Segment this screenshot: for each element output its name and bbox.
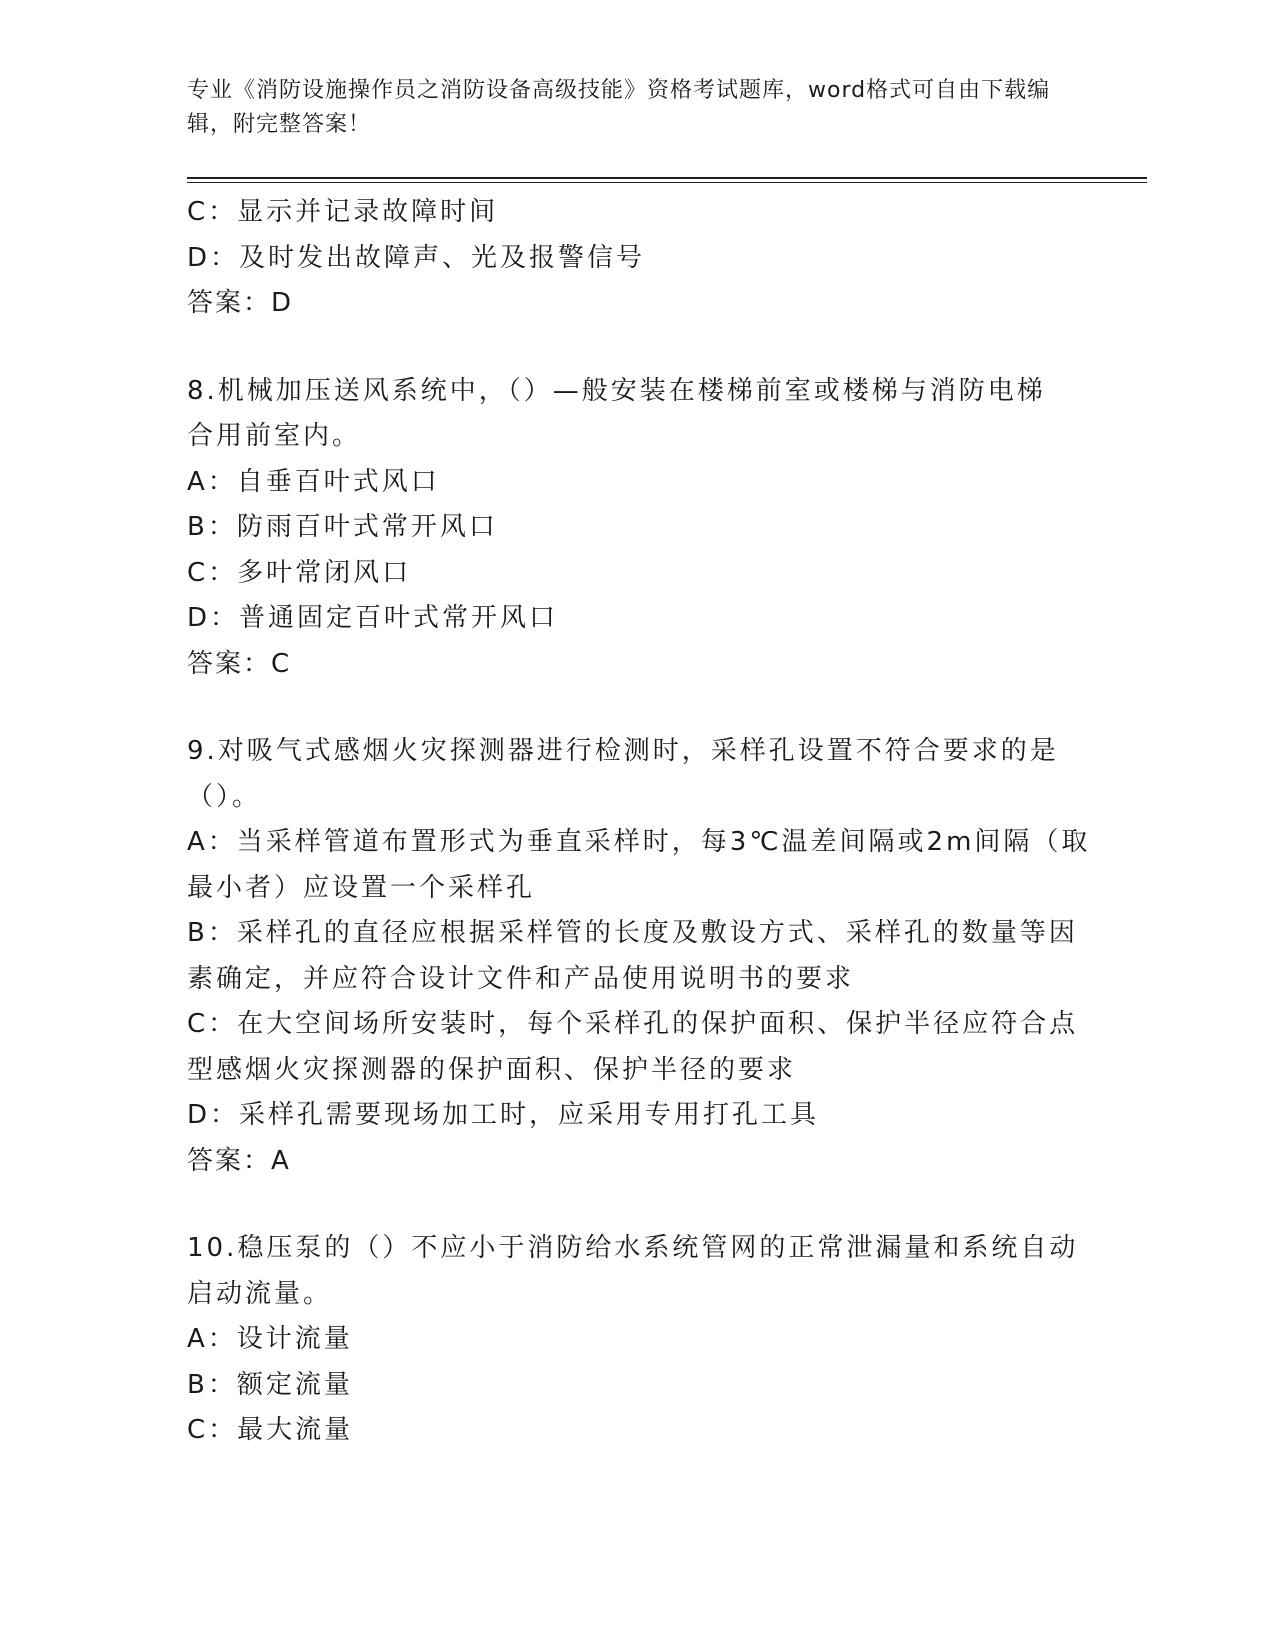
option-b: B：采样孔的直径应根据采样管的长度及敷设方式、采样孔的数量等因 (187, 918, 1078, 948)
option-a-cont: 最小者）应设置一个采样孔 (187, 872, 536, 903)
page-header (187, 74, 1067, 142)
document-page (187, 0, 1147, 1650)
answer: 答案：A (187, 1145, 291, 1176)
question-list (187, 190, 1091, 1454)
option-a: A：自垂百叶式风口 (187, 466, 440, 497)
question-10 (187, 1226, 1087, 1454)
question-stem: （）。 (187, 781, 262, 812)
question-8 (187, 369, 1087, 688)
question-7-tail (187, 190, 1087, 327)
option-d: D：普通固定百叶式常开风口 (187, 603, 559, 633)
option-b: B：防雨百叶式常开风口 (187, 512, 498, 542)
option-a: A：设计流量 (187, 1324, 353, 1354)
option-c: C：在大空间场所安装时，每个采样孔的保护面积、保护半径应符合点 (187, 1009, 1079, 1039)
option-a: A：当采样管道布置形式为垂直采样时，每3℃温差间隔或2m间隔（取 (187, 827, 1091, 857)
option-c: C：最大流量 (187, 1415, 354, 1445)
question-stem: 9.对吸气式感烟火灾探测器进行检测时，采样孔设置不符合要求的是 (187, 736, 1059, 766)
option-c: C：显示并记录故障时间 (187, 197, 499, 227)
answer: 答案：C (187, 648, 292, 679)
question-stem: 合用前室内。 (187, 421, 362, 451)
answer: 答案：D (187, 288, 294, 318)
option-b-cont: 素确定，并应符合设计文件和产品使用说明书的要求 (187, 963, 855, 994)
question-stem: 启动流量。 (187, 1278, 333, 1309)
header-text: 专业《消防设施操作员之消防设备高级技能》资格考试题库，word格式可自由下载编辑，附完整答案！ (187, 78, 1051, 137)
header-rule-thin (187, 182, 1147, 183)
option-c: C：多叶常闭风口 (187, 557, 412, 588)
question-stem: 10.稳压泵的（）不应小于消防给水系统管网的正常泄漏量和系统自动 (187, 1233, 1079, 1263)
option-b: B：额定流量 (187, 1369, 353, 1400)
question-stem: 8.机械加压送风系统中，（）—般安装在楼梯前室或楼梯与消防电梯 (187, 375, 1046, 406)
question-9 (187, 729, 1091, 1184)
option-c-cont: 型感烟火灾探测器的保护面积、保护半径的要求 (187, 1054, 797, 1085)
option-d: D：及时发出故障声、光及报警信号 (187, 242, 646, 273)
header-rule-thick (187, 177, 1147, 179)
option-d: D：采样孔需要现场加工时，应采用专用打孔工具 (187, 1100, 820, 1130)
